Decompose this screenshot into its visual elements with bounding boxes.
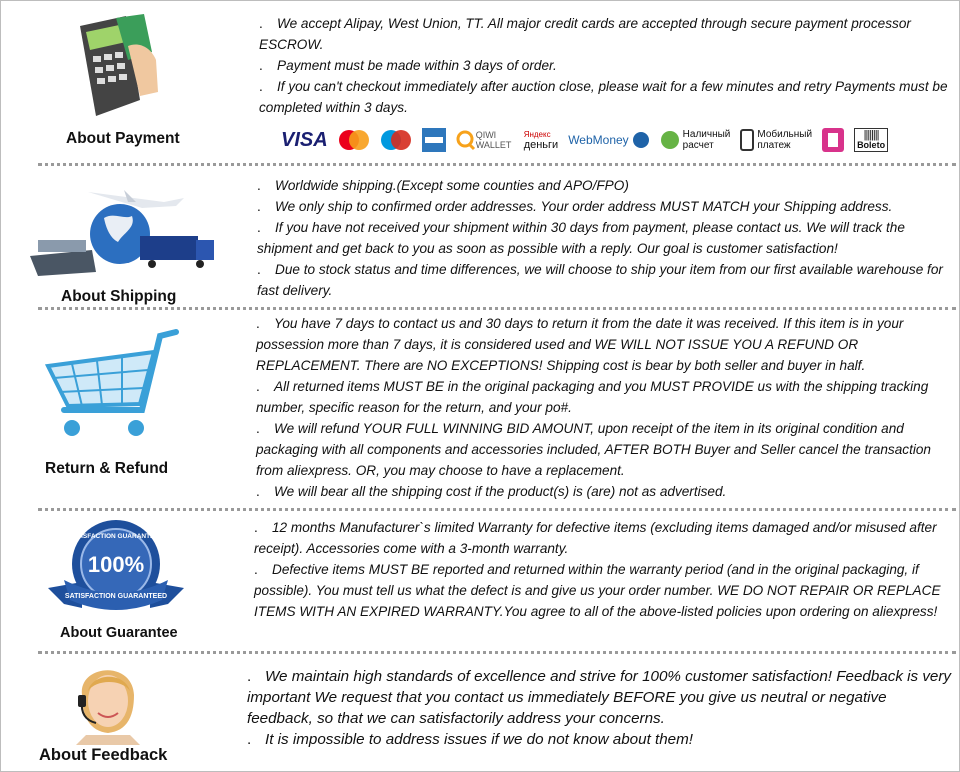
list-item: . We only ship to confirmed order addresses. Your order address MUST MATCH your Shipping address.: [257, 199, 893, 214]
support-agent-icon: [72, 655, 144, 745]
svg-text:SATISFACTION GUARANTEED: SATISFACTION GUARANTEED: [68, 533, 164, 540]
maestro-logo: [380, 128, 412, 152]
shopping-cart-icon: [42, 326, 180, 444]
feedback-text: [247, 666, 953, 750]
list-item: . If you can't checkout immediately after auction close, please wait for a few minutes and retry Payments must be completed within 3 days.: [259, 79, 948, 115]
pay-id-logo: [822, 128, 844, 152]
guarantee-text: [254, 517, 952, 622]
list-item: . All returned items MUST BE in the original packaging and you MUST PROVIDE us with the shipping tracking number, specific reason for the return, and your po#.: [256, 379, 929, 415]
list-item: . You have 7 days to contact us and 30 days to return it from the date it was received. If this item is in your possession more than 7 days, it is considered used and WE WILL NOT ISSUE YOU A REFUND OR REPLACEMENT. There are NO EXCEPTIONS! Shipping cost is bear by both seller and buyer in half.: [256, 316, 904, 373]
webmoney-logo: WebMoney: [568, 131, 649, 149]
list-item: . It is impossible to address issues if we do not know about them!: [247, 731, 693, 748]
payment-methods: [281, 124, 888, 156]
feedback-label: About Feedback: [39, 746, 168, 764]
qiwi-logo: QIWI WALLET: [456, 129, 514, 151]
list-item: . Due to stock status and time differences, we will choose to ship your item from our first available warehouse for fast delivery.: [257, 262, 943, 298]
section-divider: [38, 307, 956, 310]
guarantee-label: About Guarantee: [60, 625, 178, 641]
list-item: . Payment must be made within 3 days of order.: [259, 58, 557, 73]
boleto-logo: |||||||| Boleto: [854, 128, 888, 152]
list-item: . If you have not received your shipment within 30 days from payment, please contact us. We will track the shipment and get back to you as soon as possible with a reply. Our goal is customer satisfaction!: [257, 220, 905, 256]
shipping-label: About Shipping: [61, 288, 177, 305]
mastercard-logo: [338, 128, 370, 152]
yandex-money-logo: Яндекс деньги: [523, 130, 559, 151]
returns-label: Return & Refund: [45, 460, 169, 477]
section-divider: [38, 651, 956, 654]
shipping-text: [257, 175, 951, 301]
mobile-payment-logo: Мобильный платеж: [740, 129, 812, 151]
list-item: . Worldwide shipping.(Except some counties and APO/FPO): [257, 178, 629, 193]
section-divider: [38, 508, 956, 511]
returns-text: [256, 313, 952, 502]
list-item: . Defective items MUST BE reported and returned within the warranty period (and in the original packaging, if possible). You must tell us what the defect is and give us your order number. WE DO NOT REPAIR OR REPLACE ITEMS WITH AN EXPIRED WARRANTY.You agree to all of the above-listed policies upon ordering on aliexpress!: [254, 562, 941, 619]
amex-logo: [422, 128, 446, 152]
card-terminal-icon: [66, 12, 162, 124]
list-item: . 12 months Manufacturer`s limited Warranty for defective items (excluding items damaged and/or misused after receipt). Accessories come with a 3-month warranty.: [254, 520, 937, 556]
list-item: . We maintain high standards of excellence and strive for 100% customer satisfaction! Feedback is very important We request that you contact us immediately BEFORE you give us neutral or negative feedback, so that we can satisfactorily address your concerns.: [247, 668, 952, 727]
svg-text:100%: 100%: [87, 552, 145, 577]
payment-label: About Payment: [66, 130, 180, 147]
cash-payment-logo: Наличный расчет: [660, 129, 731, 151]
shipping-globe-icon: [24, 172, 220, 286]
visa-logo: VISA: [281, 128, 328, 151]
svg-text:SATISFACTION GUARANTEED: SATISFACTION GUARANTEED: [64, 593, 168, 600]
guarantee-seal-icon: [42, 516, 190, 624]
list-item: . We will bear all the shipping cost if the product(s) is (are) not as advertised.: [256, 484, 727, 499]
list-item: . We accept Alipay, West Union, TT. All major credit cards are accepted through secure payment processor ESCROW.: [259, 16, 911, 52]
payment-text: [259, 13, 951, 118]
section-divider: [38, 163, 956, 166]
list-item: . We will refund YOUR FULL WINNING BID AMOUNT, upon receipt of the item in its original condition and packaging with all components and accessories included, AFTER BOTH Buyer and Seller cancel the transaction from aliexpress. OR, you may choose to have a replacement.: [256, 421, 931, 478]
